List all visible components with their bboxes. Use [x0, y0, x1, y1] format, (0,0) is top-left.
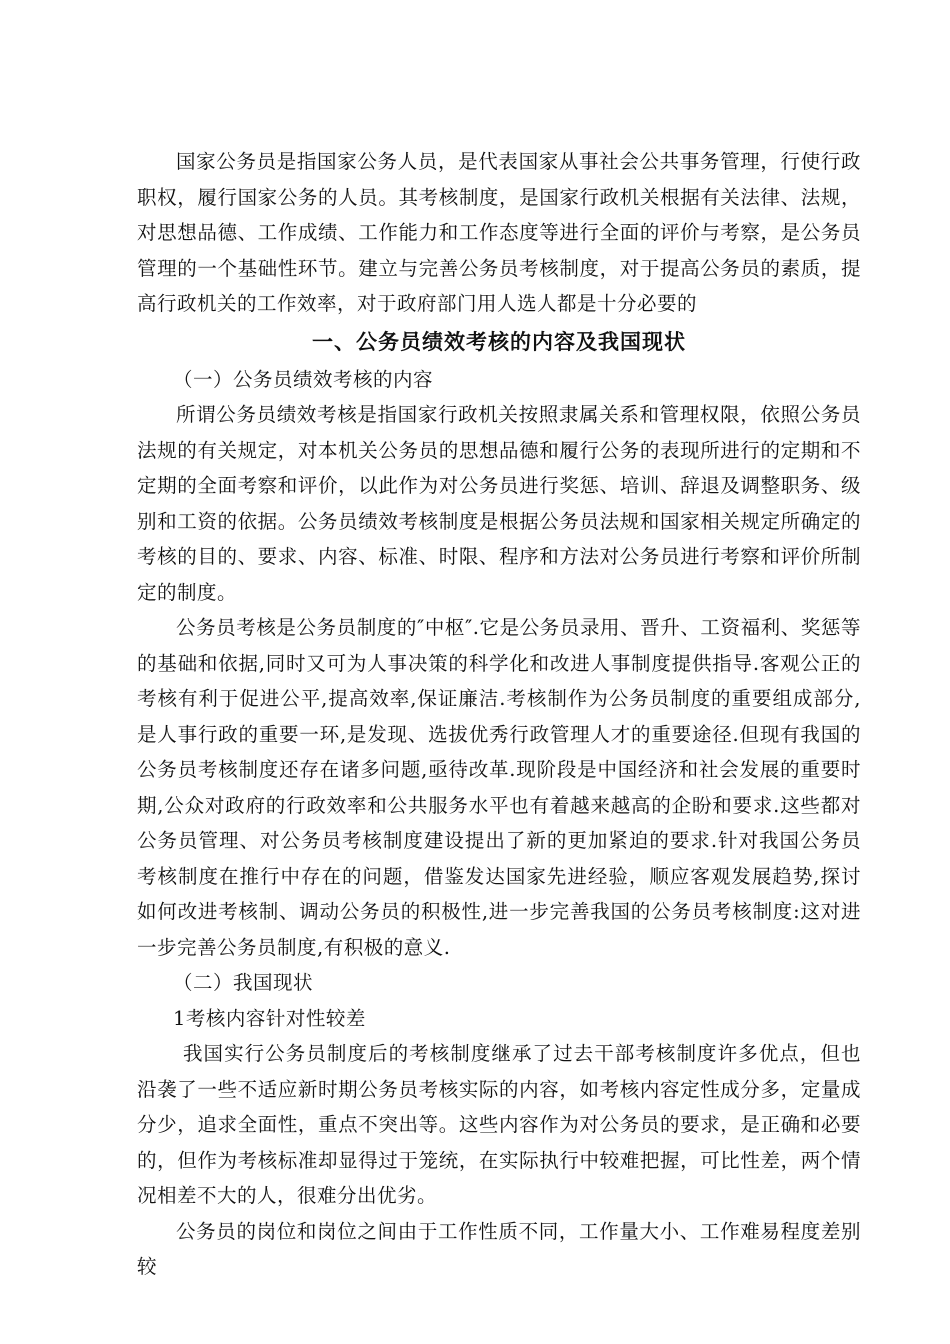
subsection-heading-status: （二）我国现状 — [173, 971, 314, 994]
subsection-heading-content: （一）公务员绩效考核的内容 — [173, 367, 434, 391]
intro-paragraph: 国家公务员是指国家公务人员，是代表国家从事社会公共事务管理，行使行政职权，履行国家公务的人员。其考核制度，是国家行政机关根据有关法律、法规，对思想品德、工作成绩、工作能力和工作态度等进行全面的评价与考察，是公务员管理的一个基础性环节。建立与完善公务员考核制度，对于提高公务员的素质，提高行政机关的工作效率，对于政府部门用人选人都是十分必要的 — [137, 150, 861, 315]
hub-paragraph: 公务员考核是公务员制度的″中枢″.它是公务员录用、晋升、工资福利、奖惩等的基础和依据,同时又可为人事决策的科学化和改进人事制度提供指导.客观公正的考核有利于促进公平,提高效率,保证廉洁.考核制作为公务员制度的重要组成部分,是人事行政的重要一环,是发现、选拔优秀行政管理人才的重要途径.但现有我国的公务员考核制度还存在诸多问题,亟待改革.现阶段是中国经济和社会发展的重要时期,公众对政府的行政效率和公共服务水平也有着越来越高的企盼和要求.这些都对公务员管理、对公务员考核制度建设提出了新的更加紧迫的要求.针对我国公务员考核制度在推行中存在的问题，借鉴发达国家先进经验，顺应客观发展趋势,探讨如何改进考核制、调动公务员的积极性,进一步完善我国的公务员考核制度:这对进一步完善公务员制度,有积极的意义. — [137, 616, 861, 959]
point1-paragraph: 我国实行公务员制度后的考核制度继承了过去干部考核制度许多优点，但也沿袭了一些不适应新时期公务员考核实际的内容，如考核内容定性成分多，定量成分少，追求全面性，重点不突出等。这些内容作为对公务员的要求，是正确和必要的，但作为考核标准却显得过于笼统，在实际执行中较难把握，可比性差，两个情况相差不大的人，很难分出优劣。 — [137, 1042, 861, 1207]
item-heading-1: 1考核内容针对性较差 — [173, 1006, 366, 1030]
positions-paragraph: 公务员的岗位和岗位之间由于工作性质不同，工作量大小、工作难易程度差别较 — [137, 1219, 861, 1278]
document-body — [137, 144, 861, 1285]
section-heading-1: 一、公务员绩效考核的内容及我国现状 — [312, 329, 686, 354]
definition-paragraph: 所谓公务员绩效考核是指国家行政机关按照隶属关系和管理权限，依照公务员法规的有关规定，对本机关公务员的思想品德和履行公务的表现所进行的定期和不定期的全面考察和评价，以此作为对公务员进行奖惩、培训、辞退及调整职务、级别和工资的依据。公务员绩效考核制度是根据公务员法规和国家相关规定所确定的考核的目的、要求、内容、标准、时限、程序和方法对公务员进行考察和评价所制定的制度。 — [137, 403, 861, 604]
